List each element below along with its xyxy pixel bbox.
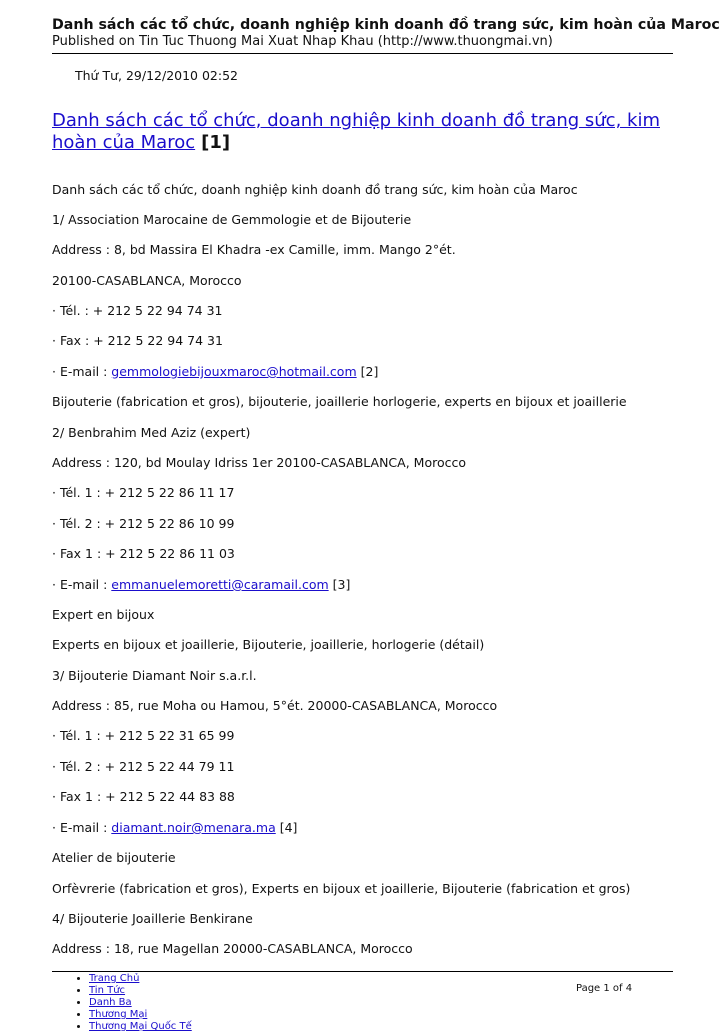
footer-link-directory[interactable]: Danh Ba bbox=[89, 997, 132, 1008]
intro-text: Danh sách các tổ chức, doanh nghiệp kinh doanh đồ trang sức, kim hoàn của Maroc bbox=[52, 182, 578, 197]
page-number: Page 1 of 4 bbox=[576, 983, 633, 994]
footer-link-home[interactable]: Trang Chủ bbox=[89, 973, 140, 984]
footer-nav-item bbox=[89, 1009, 192, 1021]
entry-2-tel-1: · Tél. 1 : + 212 5 22 86 11 17 bbox=[52, 485, 235, 500]
entry-2-address: Address : 120, bd Moulay Idriss 1er 20100-CASABLANCA, Morocco bbox=[52, 455, 466, 470]
entry-1-city: 20100-CASABLANCA, Morocco bbox=[52, 273, 242, 288]
article-title bbox=[52, 110, 672, 154]
published-source: Published on Tin Tuc Thuong Mai Xuat Nhap Khau (http://www.thuongmai.vn) bbox=[52, 34, 553, 49]
footer-link-commerce[interactable]: Thương Mại bbox=[89, 1009, 148, 1020]
footer-nav bbox=[70, 973, 192, 1033]
entry-2-activities: Experts en bijoux et joaillerie, Bijouterie, joaillerie, horlogerie (détail) bbox=[52, 637, 485, 652]
email-ref: [3] bbox=[328, 577, 351, 592]
entry-1-activities: Bijouterie (fabrication et gros), bijouterie, joaillerie horlogerie, experts en bijoux et joaillerie bbox=[52, 394, 627, 409]
entry-3-name: 3/ Bijouterie Diamant Noir s.a.r.l. bbox=[52, 668, 257, 683]
entry-1-email-line bbox=[52, 363, 692, 381]
footer-nav-item bbox=[89, 1021, 192, 1033]
email-ref: [2] bbox=[356, 364, 379, 379]
footer-link-news[interactable]: Tin Tức bbox=[89, 985, 126, 996]
entry-1-address: Address : 8, bd Massira El Khadra -ex Camille, imm. Mango 2°ét. bbox=[52, 242, 456, 257]
article-title-link[interactable]: Danh sách các tổ chức, doanh nghiệp kinh doanh đồ trang sức, kim hoàn của Maroc bbox=[52, 110, 660, 153]
footer-nav-item bbox=[89, 997, 192, 1009]
footer-link-intl-commerce[interactable]: Thương Mại Quốc Tế bbox=[89, 1021, 192, 1032]
document-title: Danh sách các tổ chức, doanh nghiệp kinh doanh đồ trang sức, kim hoàn của Maroc bbox=[52, 17, 720, 33]
email-label: · E-mail : bbox=[52, 820, 112, 835]
entry-2-email-line bbox=[52, 576, 692, 594]
entry-2-fax: · Fax 1 : + 212 5 22 86 11 03 bbox=[52, 546, 235, 561]
entry-3-type: Atelier de bijouterie bbox=[52, 850, 176, 865]
entry-1-tel: · Tél. : + 212 5 22 94 74 31 bbox=[52, 303, 223, 318]
entry-3-email-link[interactable]: diamant.noir@menara.ma bbox=[111, 820, 276, 835]
entry-1-email-link[interactable]: gemmologiebijouxmaroc@hotmail.com bbox=[111, 364, 357, 379]
entry-3-tel-2: · Tél. 2 : + 212 5 22 44 79 11 bbox=[52, 759, 235, 774]
email-label: · E-mail : bbox=[52, 577, 112, 592]
header-divider bbox=[52, 53, 673, 54]
footer-nav-item bbox=[89, 973, 192, 985]
entry-4-name: 4/ Bijouterie Joaillerie Benkirane bbox=[52, 911, 253, 926]
article-title-ref: [1] bbox=[201, 132, 231, 153]
entry-2-email-link[interactable]: emmanuelemoretti@caramail.com bbox=[111, 577, 329, 592]
entry-4-address: Address : 18, rue Magellan 20000-CASABLANCA, Morocco bbox=[52, 941, 413, 956]
entry-2-type: Expert en bijoux bbox=[52, 607, 155, 622]
entry-3-email-line bbox=[52, 819, 692, 837]
entry-1-name: 1/ Association Marocaine de Gemmologie et de Bijouterie bbox=[52, 212, 412, 227]
email-label: · E-mail : bbox=[52, 364, 112, 379]
post-date: Thứ Tư, 29/12/2010 02:52 bbox=[75, 68, 239, 83]
email-ref: [4] bbox=[275, 820, 298, 835]
footer-nav-item bbox=[89, 985, 192, 997]
entry-3-address: Address : 85, rue Moha ou Hamou, 5°ét. 20000-CASABLANCA, Morocco bbox=[52, 698, 498, 713]
entry-2-name: 2/ Benbrahim Med Aziz (expert) bbox=[52, 425, 251, 440]
entry-3-tel-1: · Tél. 1 : + 212 5 22 31 65 99 bbox=[52, 728, 235, 743]
footer-divider bbox=[52, 971, 673, 972]
entry-3-fax: · Fax 1 : + 212 5 22 44 83 88 bbox=[52, 789, 235, 804]
entry-3-activities: Orfèvrerie (fabrication et gros), Experts en bijoux et joaillerie, Bijouterie (fabrication et gros) bbox=[52, 881, 631, 896]
entry-1-fax: · Fax : + 212 5 22 94 74 31 bbox=[52, 333, 223, 348]
entry-2-tel-2: · Tél. 2 : + 212 5 22 86 10 99 bbox=[52, 516, 235, 531]
